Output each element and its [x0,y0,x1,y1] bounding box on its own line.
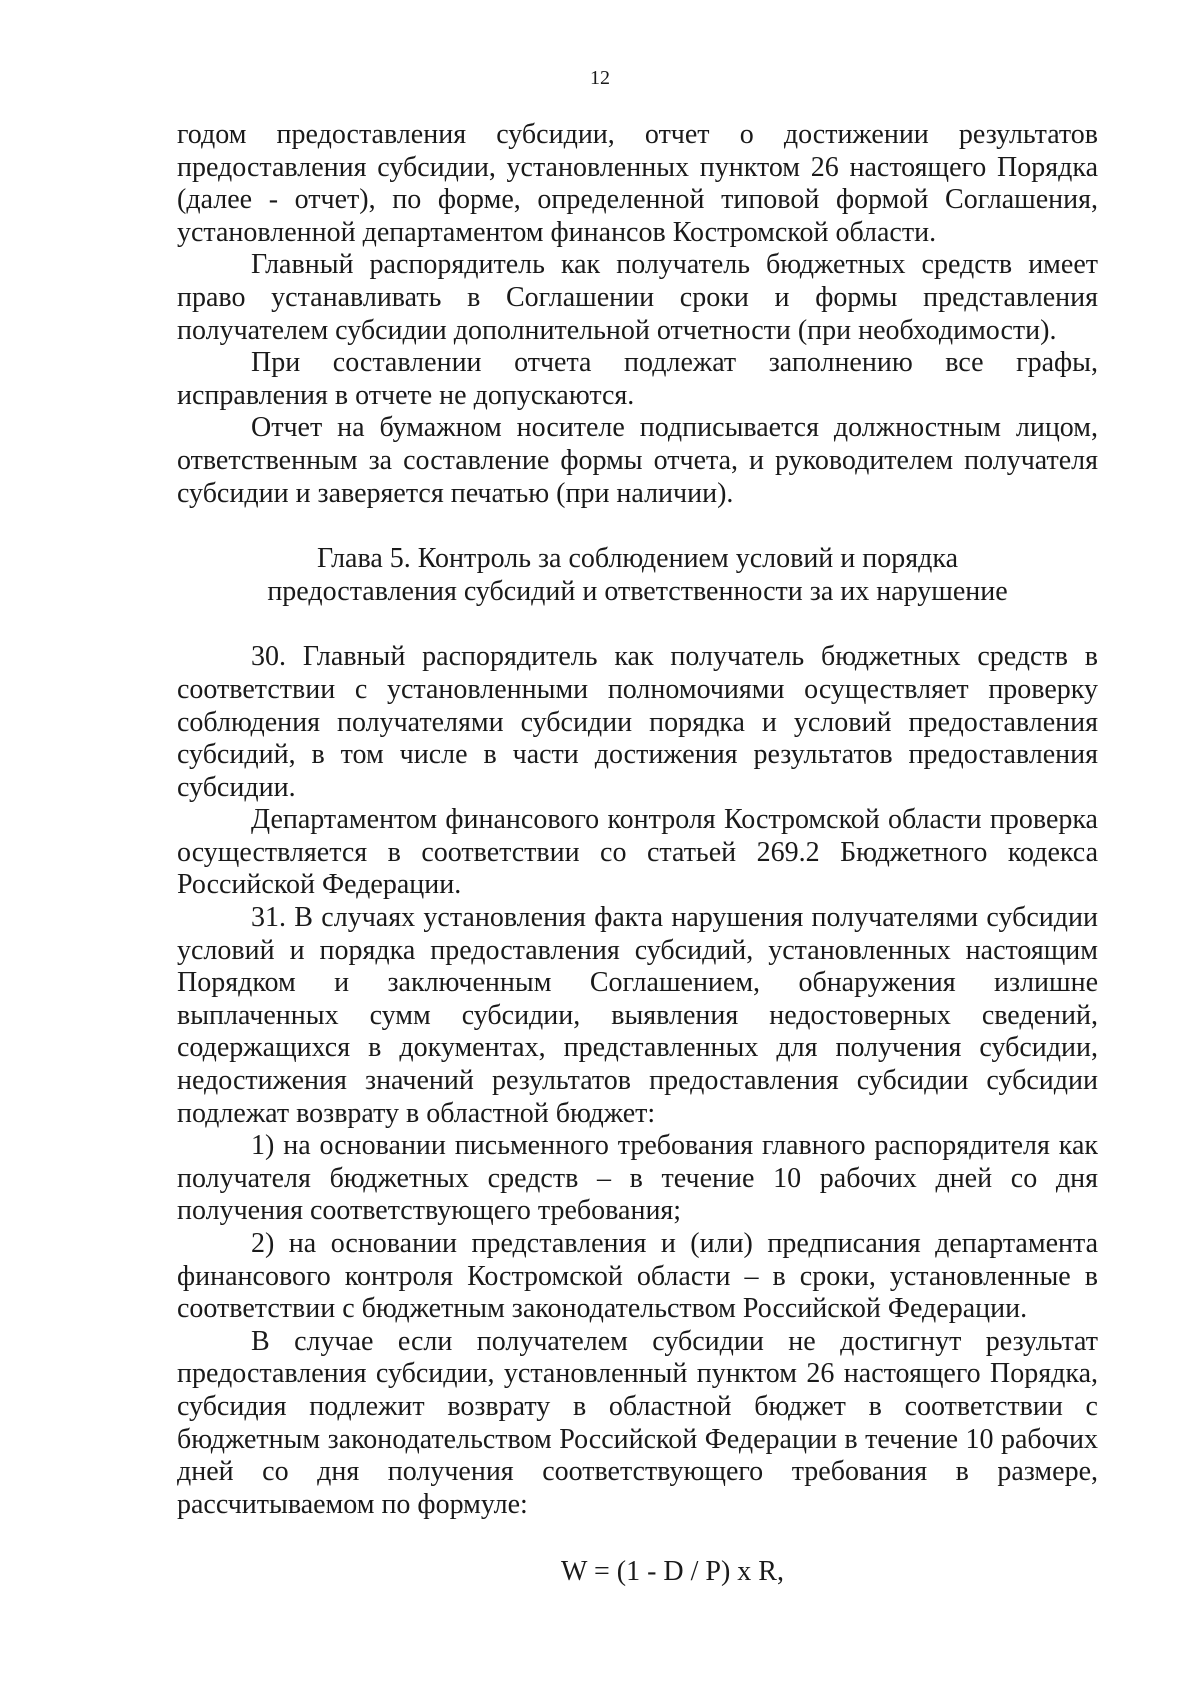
paragraph-subitem-1: 1) на основании письменного требования главного распорядителя как получателя бюджетных средств – в течение 10 рабочих дней со дня получения соответствующего требования; [177,1130,1098,1227]
chapter-heading-line-1: Глава 5. Контроль за соблюдением условий и порядка [317,543,958,575]
paragraph-result-not-achieved: В случае если получателем субсидии не достигнут результат предоставления субсидии, установленный пунктом 26 настоящего Порядка, субсидия подлежит возврату в областной бюджет в соответствии с бюджетным законодательством Российской Федерации в течение 10 рабочих дней со дня получения соответствующего требования в размере, рассчитываемом по формуле: [177,1325,1098,1520]
paragraph-report-signing: Отчет на бумажном носителе подписывается должностным лицом, ответственным за составление формы отчета, и руководителем получателя субсидии и заверяется печатью (при наличии). [177,412,1098,509]
paragraph-additional-reporting: Главный распорядитель как получатель бюджетных средств имеет право устанавливать в Соглашении сроки и формы представления получателем субсидии дополнительной отчетности (при необходимости). [177,249,1098,346]
paragraph-subitem-2: 2) на основании представления и (или) предписания департамента финансового контроля Костромской области – в сроки, установленные в соответствии с бюджетным законодательством Российской Федерации. [177,1228,1098,1325]
page-number: 12 [590,67,610,89]
paragraph-item-31: 31. В случаях установления факта нарушения получателями субсидии условий и порядка предоставления субсидий, установленных настоящим Порядком и заключенным Соглашением, обнаружения излишне выплаченных сумм субсидии, выявления недостоверных сведений, содержащихся в документах, представленных для получения субсидии, недостижения значений результатов предоставления субсидии субсидии подлежат возврату в областной бюджет: [177,902,1098,1129]
refund-formula: W = (1 - D / P) x R, [561,1556,784,1588]
chapter-heading [177,543,1098,608]
paragraph-item-30: 30. Главный распорядитель как получатель бюджетных средств в соответствии с установленными полномочиями осуществляет проверку соблюдения получателями субсидии порядка и условий предоставления субсидий, в том числе в части достижения результатов предоставления субсидии. [177,641,1098,803]
paragraph-report-filling: При составлении отчета подлежат заполнению все графы, исправления в отчете не допускаются. [177,347,1098,411]
paragraph-financial-control: Департаментом финансового контроля Костромской области проверка осуществляется в соответствии со статьей 269.2 Бюджетного кодекса Российской Федерации. [177,804,1098,901]
chapter-heading-line-2: предоставления субсидий и ответственности за их нарушение [267,575,1008,607]
paragraph-report-continuation: годом предоставления субсидии, отчет о достижении результатов предоставления субсидии, установленных пунктом 26 настоящего Порядка (далее - отчет), по форме, определенной типовой формой Соглашения, установленной департаментом финансов Костромской области. [177,119,1098,248]
document-body [177,119,1098,1589]
